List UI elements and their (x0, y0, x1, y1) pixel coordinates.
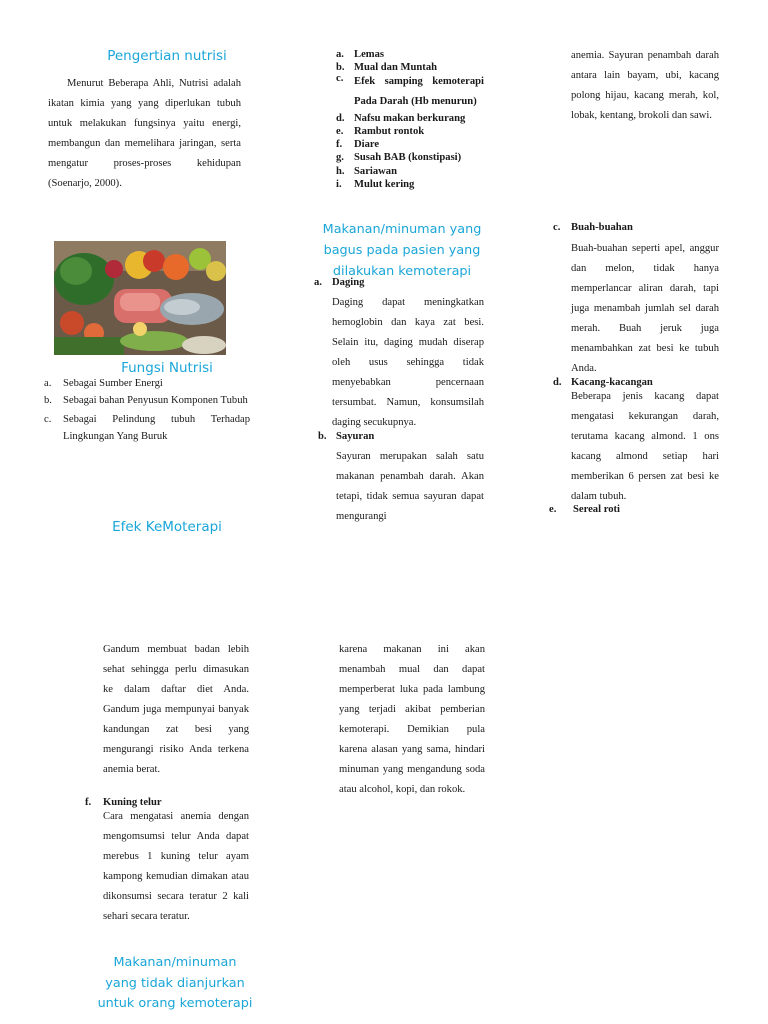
list-marker: h. (336, 165, 345, 177)
list-item (336, 151, 484, 164)
list-item (336, 112, 484, 125)
sereal-label: Sereal roti (573, 504, 620, 515)
sayuran-marker: b. (318, 431, 327, 442)
list-text: Mulut kering (354, 179, 415, 191)
list-item (44, 411, 250, 445)
list-text: Lemas (354, 49, 385, 60)
list-item (336, 138, 484, 151)
efek-list (336, 48, 484, 191)
sayuran-label: Sayuran (336, 431, 375, 442)
kacang-label: Kacang-kacangan (571, 377, 653, 388)
list-item (336, 178, 484, 191)
food-photo (54, 241, 226, 355)
heading-makanan-bagus: Makanan/minuman yang bagus pada pasien yang dilakukan kemoterapi (322, 222, 482, 279)
list-text: Sebagai bahan Penyusun Komponen Tubuh (63, 395, 248, 406)
list-text: Sebagai Sumber Energi (63, 378, 163, 389)
list-marker: a. (44, 378, 52, 389)
sayuran-paragraph: Sayuran merupakan salah satu makanan penambah darah. Akan tetapi, tidak semua sayuran dapat mengurangi (336, 451, 484, 522)
list-text: Mual dan Muntah (354, 62, 438, 74)
list-marker: e. (336, 125, 344, 137)
buah-label-row (553, 221, 633, 235)
list-marker: d. (336, 112, 345, 124)
list-marker: f. (336, 139, 343, 151)
kacang-paragraph: Beberapa jenis kacang dapat mengatasi kekurangan darah, terutama kacang almond. 1 ons kacang almond setiap hari memberikan 6 persen zat besi ke dalam tubuh. (571, 391, 719, 502)
list-text: Sebagai Pelindung tubuh Terhadap Lingkungan Yang Buruk (63, 414, 250, 442)
list-text: Rambut rontok (354, 125, 425, 137)
list-marker: c. (44, 414, 52, 425)
list-text: Sariawan (354, 165, 397, 177)
list-item (336, 165, 484, 178)
list-item (336, 48, 484, 61)
list-text: Diare (354, 139, 380, 151)
list-marker: b. (44, 395, 52, 406)
list-item (44, 392, 250, 409)
list-text: Nafsu makan berkurang (354, 112, 466, 124)
daging-label: Daging (332, 277, 365, 288)
heading-makanan-tidak-dianjurkan: Makanan/minuman yang tidak dianjurkan untuk orang kemoterapi (97, 955, 253, 1011)
telur-marker: f. (85, 797, 92, 808)
list-marker: a. (336, 49, 344, 60)
list-text: Susah BAB (konstipasi) (354, 152, 462, 164)
list-marker: b. (336, 62, 345, 74)
list-text: Efek samping kemoterapi Pada Darah (Hb menurun) (354, 75, 484, 107)
buah-marker: c. (553, 222, 561, 233)
telur-label: Kuning telur (103, 797, 162, 808)
fungsi-list (44, 375, 250, 445)
daging-paragraph: Daging dapat meningkatkan hemoglobin dan kaya zat besi. Selain itu, daging mudah diserap oleh usus sehingga tidak menyebabkan pencernaan tersumbat. Namun, konsumsilah daging secukupnya. (332, 297, 484, 428)
daging-label-row (314, 276, 364, 290)
sereal-marker: e. (549, 504, 557, 515)
daging-marker: a. (314, 277, 322, 288)
heading-fungsi-nutrisi: Fungsi Nutrisi (121, 360, 213, 376)
list-item (336, 125, 484, 138)
sereal-label-row (549, 503, 620, 517)
anemia-paragraph: anemia. Sayuran penambah darah antara lain bayam, ubi, kacang polong hijau, kacang merah, kol, lobak, kentang, brokoli dan sawi. (571, 50, 719, 121)
list-item (336, 72, 484, 112)
sayuran-label-row (318, 430, 374, 444)
gandum-paragraph: Gandum membuat badan lebih sehat sehingga perlu dimasukan ke dalam daftar diet Anda. Gandum juga mempunyai banyak kandungan zat besi yang mengurangi risiko Anda terkena anemia berat. (103, 644, 249, 775)
karena-paragraph: karena makanan ini akan menambah mual dan dapat memperberat luka pada lambung yang terjadi akibat pemberian kemoterapi. Demikian pula karena alasan yang sama, hindari minuman yang mengandung soda atau alcohol, kopi, dan rokok. (339, 644, 485, 795)
food-illustration (54, 241, 226, 355)
buah-label: Buah-buahan (571, 222, 633, 233)
buah-paragraph: Buah-buahan seperti apel, anggur dan melon, tidak hanya memperlancar aliran darah, tapi juga menambah jumlah sel darah merah. Buah jeruk juga menambahkan zat besi ke tubuh Anda. (571, 243, 719, 374)
list-marker: g. (336, 152, 344, 164)
kacang-marker: d. (553, 377, 562, 388)
list-marker: c. (336, 72, 344, 84)
heading-pengertian-nutrisi: Pengertian nutrisi (107, 48, 227, 64)
list-item (44, 375, 250, 392)
telur-paragraph: Cara mengatasi anemia dengan mengomsumsi telur Anda dapat merebus 1 kuning telur ayam kampong kemudian dimakan atau dikonsumsi secara teratur 2 kali sehari secara teratur. (103, 811, 249, 922)
heading-efek-kemoterapi: Efek KeMoterapi (112, 519, 222, 535)
list-marker: i. (336, 179, 342, 191)
nutrisi-paragraph: Menurut Beberapa Ahli, Nutrisi adalah ikatan kimia yang yang diperlukan tubuh untuk melakukan fungsinya yaitu energi, membangun dan memelihara jaringan, serta mengatur proses-proses kehidupan (Soenarjo, 2000). (48, 78, 241, 189)
